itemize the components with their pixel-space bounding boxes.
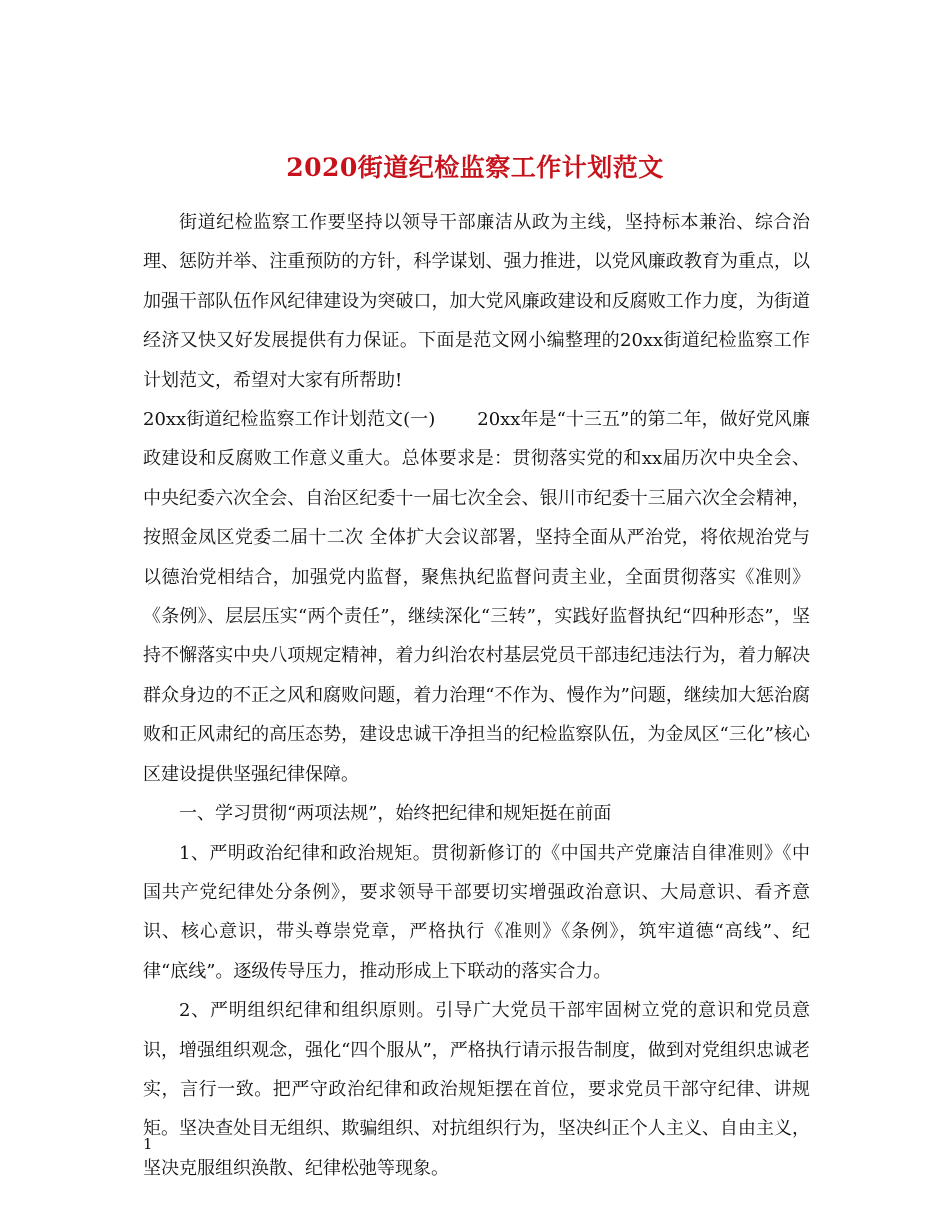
page-number: 1 [143,1135,153,1153]
document-body [143,203,810,1188]
plan-overview-paragraph: 20xx街道纪检监察工作计划范文(一) 20xx年是“十三五”的第二年，做好党风廉政建设和反腐败工作意义重大。总体要求是：贯彻落实党的和xx届历次中央全会、中央纪委六次全会、自治区纪委十一届七次全会、银川市纪委十三届六次全会精神，按照金凤区党委二届十二次 全体扩大会议部署，坚持全面从严治党，将依规治党与以德治党相结合，加强党内监督，聚焦执纪监督问责主业，全面贯彻落实《准则》《条例》、层层压实“两个责任”，继续深化“三转”，实践好监督执纪“四种形态”，坚持不懈落实中央八项规定精神，着力纠治农村基层党员干部违纪违法行为，着力解决群众身边的不正之风和腐败问题，着力治理“不作为、慢作为”问题，继续加大惩治腐败和正风肃纪的高压态势，建设忠诚干净担当的纪检监察队伍，为金凤区“三化”核心区建设提供坚强纪律保障。 [143,409,810,785]
item-1-paragraph: 1、严明政治纪律和政治规矩。贯彻新修订的《中国共产党廉洁自律准则》《中国共产党纪律处分条例》，要求领导干部要切实增强政治意识、大局意识、看齐意识、核心意识，带头尊崇党章，严格执行《准则》《条例》，筑牢道德“高线”、纪律“底线”。逐级传导压力，推动形成上下联动的落实合力。 [143,842,810,982]
item-2-paragraph: 2、严明组织纪律和组织原则。引导广大党员干部牢固树立党的意识和党员意识，增强组织观念，强化“四个服从”，严格执行请示报告制度，做到对党组织忠诚老实，言行一致。把严守政治纪律和政治规矩摆在首位，要求党员干部守纪律、讲规矩。坚决查处目无组织、欺骗组织、对抗组织行为，坚决纠正个人主义、自由主义，坚决克服组织涣散、纪律松弛等现象。 [143,1000,810,1179]
section-heading-1: 一、学习贯彻“两项法规”，始终把纪律和规矩挺在前面 [179,803,612,825]
document-title: 2020街道纪检监察工作计划范文 [286,152,664,182]
intro-paragraph: 街道纪检监察工作要坚持以领导干部廉洁从政为主线，坚持标本兼治、综合治理、惩防并举、注重预防的方针，科学谋划、强力推进，以党风廉政教育为重点，以加强干部队伍作风纪律建设为突破口，加大党风廉政建设和反腐败工作力度，为街道经济又快又好发展提供有力保证。下面是范文网小编整理的20xx街道纪检监察工作计划范文，希望对大家有所帮助! [143,212,810,391]
